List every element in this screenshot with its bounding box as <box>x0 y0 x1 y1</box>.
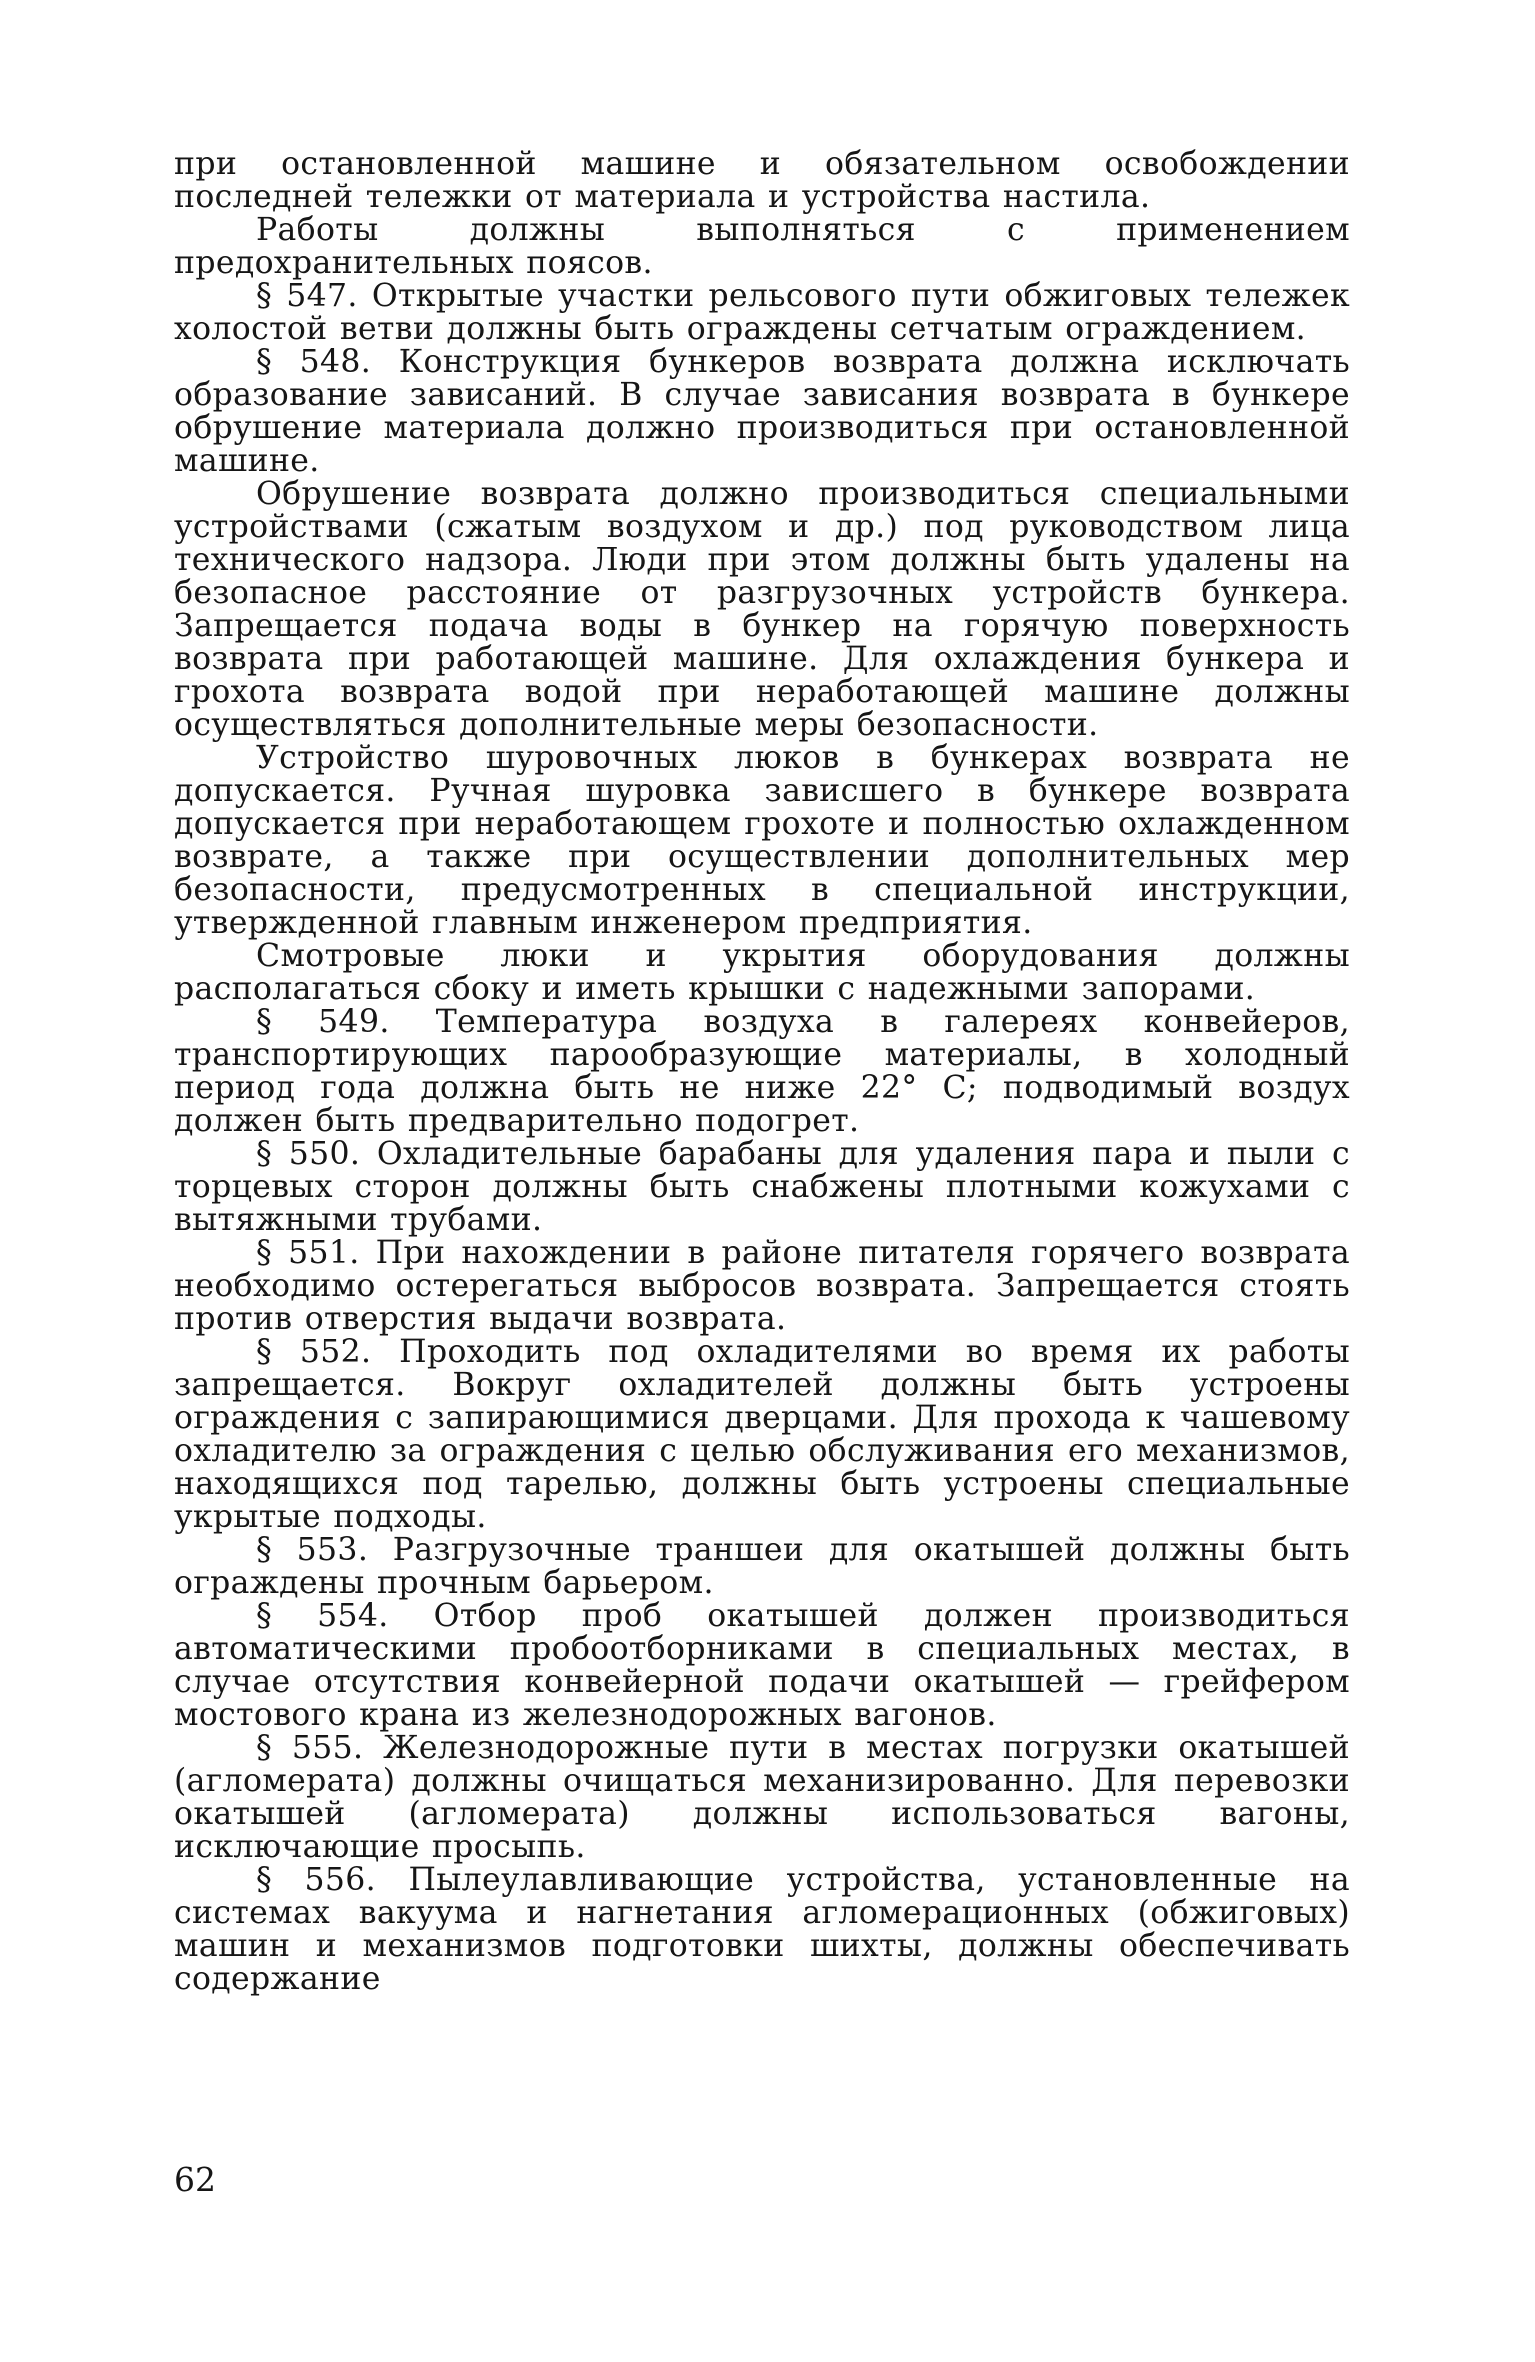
paragraph-return-collapse: Обрушение возврата должно производиться специальными устройствами (сжатым воздухом и др.) под руководством лица технического надзора. Люди при этом должны быть удалены на безопасное расстояние от разгрузочных устройств бункера. Запрещается подача воды в бункер на горячую поверхность возврата при работающей машине. Для охлаждения бункера и грохота возврата водой при неработающей машине должны осуществляться дополнительные меры безопасности. <box>174 476 1350 743</box>
paragraph-safety-belts: Работы должны выполняться с применением предохранительных поясов. <box>174 212 1350 281</box>
paragraph-551: § 551. При нахождении в районе питателя горячего возврата необходимо остерегаться выбросов возврата. Запрещается стоять против отверстия выдачи возврата. <box>174 1235 1350 1337</box>
page-number: 62 <box>174 2160 216 2199</box>
paragraph-poke-hatches: Устройство шуровочных люков в бункерах возврата не допускается. Ручная шуровка зависшего в бункере возврата допускается при неработающем грохоте и полностью охлажденном возврате, а также при осуществлении дополнительных мер безопасности, предусмотренных в специальной инструкции, утвержденной главным инженером предприятия. <box>174 740 1350 941</box>
paragraph-552: § 552. Проходить под охладителями во время их работы запрещается. Вокруг охладителей должны быть устроены ограждения с запирающимися дверцами. Для прохода к чашевому охладителю за ограждения с целью обслуживания его механизмов, находящихся под тарелью, должны быть устроены специальные укрытые подходы. <box>174 1334 1350 1535</box>
paragraph-547: § 547. Открытые участки рельсового пути обжиговых тележек холостой ветви должны быть ограждены сетчатым ограждением. <box>174 278 1350 347</box>
paragraph-550: § 550. Охладительные барабаны для удаления пара и пыли с торцевых сторон должны быть снабжены плотными кожухами с вытяжными трубами. <box>174 1136 1350 1238</box>
document-page-text <box>174 148 1350 1996</box>
paragraph-555: § 555. Железнодорожные пути в местах погрузки окатышей (агломерата) должны очищаться механизированно. Для перевозки окатышей (агломерата) должны использоваться вагоны, исключающие просыпь. <box>174 1730 1350 1865</box>
paragraph-548: § 548. Конструкция бункеров возврата должна исключать образование зависаний. В случае зависания возврата в бункере обрушение материала должно производиться при остановленной машине. <box>174 344 1350 479</box>
paragraph-continuation: при остановленной машине и обязательном освобождении последней тележки от материала и устройства настила. <box>174 146 1350 215</box>
paragraph-556: § 556. Пылеулавливающие устройства, установленные на системах вакуума и нагнетания агломерационных (обжиговых) машин и механизмов подготовки шихты, должны обеспечивать содержание <box>174 1862 1350 1997</box>
paragraph-549: § 549. Температура воздуха в галереях конвейеров, транспортирующих парообразующие материалы, в холодный период года должна быть не ниже 22° С; подводимый воздух должен быть предварительно подогрет. <box>174 1004 1350 1139</box>
paragraph-553: § 553. Разгрузочные траншеи для окатышей должны быть ограждены прочным барьером. <box>174 1532 1350 1601</box>
paragraph-inspection-hatches: Смотровые люки и укрытия оборудования должны располагаться сбоку и иметь крышки с надежными запорами. <box>174 938 1350 1007</box>
paragraph-554: § 554. Отбор проб окатышей должен производиться автоматическими пробоотборниками в специальных местах, в случае отсутствия конвейерной подачи окатышей — грейфером мостового крана из железнодорожных вагонов. <box>174 1598 1350 1733</box>
